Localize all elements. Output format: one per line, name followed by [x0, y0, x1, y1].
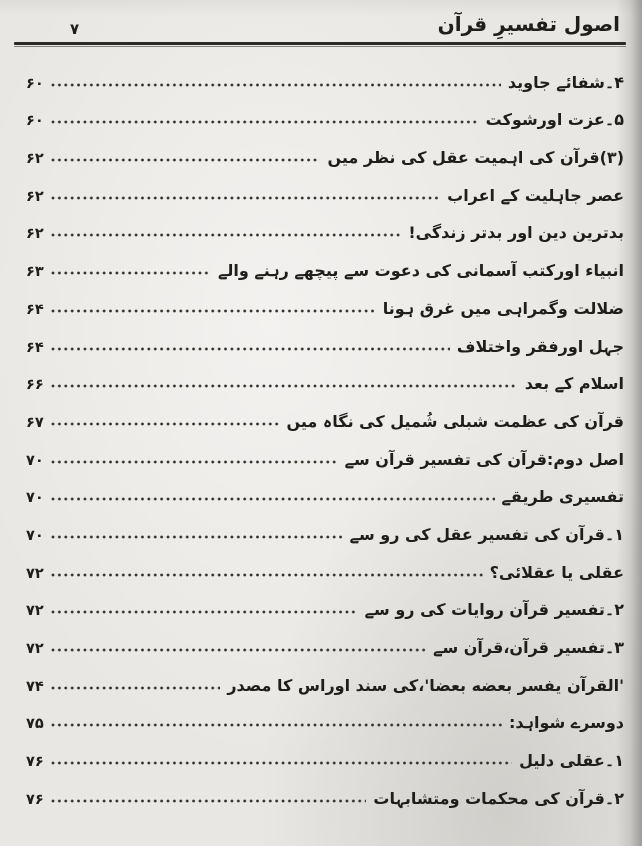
- toc-entry-title: عصر جاہلیت کے اعراب: [447, 185, 624, 205]
- toc-entry: [0, 321, 642, 359]
- dot-leader: [51, 233, 402, 237]
- toc-entry: [0, 283, 642, 321]
- toc-entry-page-number: ۷۲: [26, 565, 44, 582]
- toc-entry: [0, 509, 642, 547]
- toc-entry-title: ۲۔تفسیر قرآن روایات کی رو سے: [364, 600, 624, 620]
- toc-entry-page-number: ۶۴: [26, 339, 44, 356]
- toc-entry: [0, 132, 642, 170]
- dot-leader: [51, 384, 518, 388]
- toc-entry-title: ۱۔قرآن کی تفسیر عقل کی رو سے: [349, 524, 624, 544]
- toc-entry: [0, 547, 642, 585]
- toc-entry: [0, 472, 642, 510]
- toc-entry-page-number: ۶۰: [26, 113, 44, 130]
- toc-entry-page-number: ۷۴: [26, 678, 44, 695]
- toc-entry: [0, 434, 642, 472]
- toc-entry-page-number: ۶۲: [26, 226, 44, 243]
- toc-entry: [0, 622, 642, 660]
- toc-entry-page-number: ۷۶: [26, 791, 44, 808]
- dot-leader: [51, 573, 483, 577]
- toc-entry: [0, 735, 642, 773]
- toc-entry-page-number: ۷۵: [26, 716, 44, 733]
- dot-leader: [51, 686, 221, 690]
- header-rule-thin-line: [14, 46, 626, 47]
- toc-entry-title: اصل دوم:قرآن کی تفسیر قرآن سے: [344, 449, 624, 469]
- dot-leader: [51, 158, 321, 162]
- dot-leader: [51, 497, 495, 501]
- dot-leader: [51, 120, 479, 124]
- toc-entry: [0, 245, 642, 283]
- toc-entry-title: اسلام کے بعد: [524, 374, 624, 394]
- toc-entry-page-number: ۷۲: [26, 641, 44, 657]
- toc-entry-title: ضلالت وگمراہی میں غرق ہونا: [382, 298, 624, 318]
- dot-leader: [51, 196, 440, 200]
- toc-entry-title: عقلی یا عقلائی؟: [489, 562, 624, 582]
- toc-entry-title: تفسیری طریقے: [501, 487, 624, 507]
- toc-entry-title: انبیاء اورکتب آسمانی کی دعوت سے پیچھے رہنے والے: [217, 261, 624, 281]
- toc-entry-title: بدترین دین اور بدتر زندگی!: [408, 223, 624, 243]
- toc-entry: [0, 773, 642, 811]
- toc-entry-title: ۵۔عزت اورشوکت: [485, 110, 624, 130]
- dot-leader: [51, 723, 502, 727]
- toc-entry: [0, 359, 642, 397]
- toc-entry-title: دوسرے شواہد:: [508, 713, 624, 733]
- header-rule-thick-line: [14, 42, 626, 45]
- toc-entry-page-number: ۶۷: [26, 414, 44, 431]
- toc-entry-page-number: ۷۰: [26, 490, 44, 507]
- dot-leader: [51, 799, 367, 803]
- toc-entry: [0, 698, 642, 736]
- dot-leader: [51, 460, 338, 464]
- toc-entry-page-number: ۶۲: [26, 151, 44, 168]
- header-page-number: ۷: [70, 20, 80, 38]
- dot-leader: [51, 347, 450, 351]
- toc-entry-title: ۲۔قرآن کی محکمات ومتشابہات: [373, 788, 624, 808]
- toc-entry-page-number: ۶۴: [26, 301, 44, 318]
- dot-leader: [51, 309, 376, 313]
- toc-entry: [0, 208, 642, 246]
- toc-entry-title: ۱۔عقلی دلیل: [519, 751, 624, 771]
- dot-leader: [51, 610, 358, 614]
- toc-entry: [0, 57, 642, 95]
- toc-entry-title: 'القرآن یفسر بعضه بعضا'،کی سند اوراس کا مصدر: [227, 675, 624, 695]
- dot-leader: [51, 271, 211, 275]
- toc-entry: [0, 170, 642, 208]
- toc-entry: [0, 95, 642, 133]
- toc-entry-page-number: ۶۰: [26, 75, 44, 92]
- toc-entry: [0, 585, 642, 623]
- table-of-contents: [0, 57, 642, 811]
- toc-entry-page-number: ۷۶: [26, 754, 44, 771]
- toc-entry: [0, 660, 642, 698]
- toc-entry-page-number: ۷۲: [26, 603, 44, 620]
- header-rule: [14, 42, 626, 47]
- toc-entry-title: قرآن کی عظمت شبلی شُمیل کی نگاہ میں: [286, 411, 624, 431]
- toc-entry-page-number: ۶۲: [26, 188, 44, 205]
- dot-leader: [51, 83, 501, 87]
- toc-entry-page-number: ۷۰: [26, 452, 44, 469]
- toc-entry-title: ۴۔شفائے جاوید: [507, 72, 624, 92]
- toc-entry: [0, 396, 642, 434]
- dot-leader: [51, 761, 512, 765]
- toc-entry-title: (۳)قرآن کی اہمیت عقل کی نظر میں: [327, 148, 624, 168]
- toc-entry-page-number: ۷۰: [26, 527, 44, 544]
- dot-leader: [51, 422, 280, 426]
- header-book-title: اصول تفسیرِ قرآن: [437, 12, 620, 36]
- toc-entry-title: جہل اورفقر واختلاف: [456, 336, 624, 356]
- toc-entry-page-number: ۶۶: [26, 377, 44, 394]
- toc-entry-page-number: ۶۳: [26, 264, 44, 281]
- dot-leader: [51, 535, 343, 539]
- toc-entry-title: ۳۔تفسیر قرآن،قرآن سے: [433, 638, 624, 657]
- dot-leader: [51, 648, 426, 652]
